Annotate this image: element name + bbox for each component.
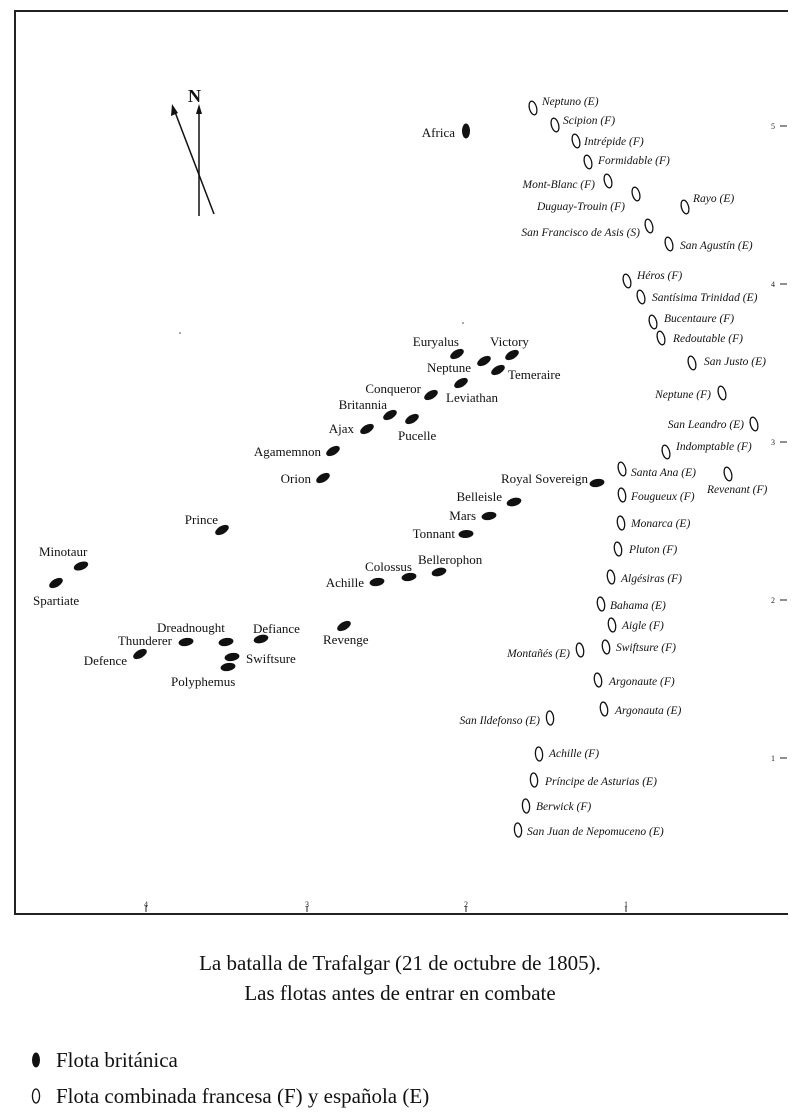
combined-ship-label-fougueux-f: Fougueux (F) [631, 491, 695, 503]
british-ship-label-thunderer: Thunderer [117, 633, 172, 648]
combined-ship-label-monarca-e: Monarca (E) [631, 518, 691, 530]
british-ship-label-belleisle: Belleisle [456, 489, 502, 504]
x-tick-label: 1 [624, 900, 628, 909]
combined-ship-marker [664, 236, 675, 251]
british-ship-label-agamemnon: Agamemnon [253, 444, 321, 459]
british-ship-label-euryalus: Euryalus [412, 334, 459, 349]
combined-ship-marker [616, 515, 626, 530]
british-ship-marker [359, 422, 376, 436]
british-ship-label-mars: Mars [449, 508, 476, 523]
british-ship-label-temeraire: Temeraire [508, 367, 561, 382]
combined-ship-marker [606, 569, 616, 584]
british-ship-label-bellerophon: Bellerophon [418, 552, 483, 567]
british-ship-label-defence: Defence [83, 653, 127, 668]
british-ship-label-minotaur: Minotaur [39, 544, 88, 559]
combined-ship-marker [680, 199, 691, 214]
british-ship-marker [431, 566, 448, 578]
legend-item-british [30, 1042, 429, 1078]
north-arrow-icon [171, 86, 214, 216]
combined-ship-label-indomptable-f: Indomptable (F) [676, 441, 752, 453]
british-ship-marker [48, 576, 65, 590]
legend-british-label: Flota británica [56, 1047, 178, 1072]
combined-ship-marker [596, 596, 606, 611]
british-ship-label-orion: Orion [280, 471, 311, 486]
combined-ship-label-formidable-f: Formidable (F) [598, 155, 670, 167]
british-ship-marker [504, 348, 521, 362]
combined-ship-marker [575, 642, 585, 657]
legend-combined-label: Flota combinada francesa (F) y española (E) [56, 1083, 430, 1108]
british-ship-label-polyphemus: Polyphemus [171, 674, 236, 689]
combined-ship-label-montanes-e: Montañés (E) [507, 648, 570, 660]
british-ship-marker [178, 637, 194, 647]
british-ship-label-colossus: Colossus [365, 559, 412, 574]
british-ship-marker [490, 363, 507, 377]
combined-ship-label-mont-blanc-f: Mont-Blanc (F) [522, 179, 595, 191]
british-ship-marker [220, 662, 236, 672]
combined-ship-marker [546, 711, 554, 726]
combined-ship-marker [550, 117, 561, 132]
combined-ship-marker [636, 289, 647, 304]
british-ship-label-africa: Africa [421, 125, 455, 140]
x-tick-label: 4 [144, 900, 148, 909]
combined-ship-marker [528, 100, 539, 115]
british-ship-label-achille: Achille [325, 575, 364, 590]
combined-ship-marker [749, 416, 760, 431]
combined-ship-label-neptuno-e: Neptuno (E) [542, 96, 599, 108]
combined-ship-label-intrepide-f: Intrépide (F) [584, 136, 644, 148]
combined-ship-label-berwick-f: Berwick (F) [536, 801, 592, 813]
combined-ship-marker [617, 461, 628, 476]
british-ship-marker [423, 388, 440, 402]
british-ship-marker [453, 376, 470, 390]
british-ship-label-defiance: Defiance [253, 621, 300, 636]
combined-ship-marker [530, 773, 538, 788]
map-caption [0, 948, 800, 1008]
british-ship-label-ajax: Ajax [328, 421, 354, 436]
combined-ship-label-heros-f: Héros (F) [637, 270, 683, 282]
combined-ship-label-san-francisco-de-asis-s: San Francisco de Asis (S) [521, 227, 640, 239]
british-ship-marker [218, 637, 234, 647]
caption-line-1: La batalla de Trafalgar (21 de octubre de 1805). [199, 951, 601, 975]
x-tick-label: 2 [464, 900, 468, 909]
combined-ship-marker [535, 747, 543, 762]
combined-ship-marker [631, 186, 642, 201]
combined-ship-marker [603, 173, 614, 188]
x-tick-label: 3 [305, 900, 309, 909]
british-ship-marker [73, 560, 90, 573]
british-ship-label-dreadnought: Dreadnought [157, 620, 225, 635]
british-ship-label-neptune: Neptune [426, 360, 471, 375]
combined-ship-marker [661, 444, 672, 459]
british-ship-marker [476, 354, 493, 368]
combined-ship-marker [656, 330, 667, 345]
british-ship-label-britannia: Britannia [338, 397, 387, 412]
combined-ship-marker [723, 466, 734, 481]
y-tick-label: 3 [771, 438, 775, 447]
y-tick-label: 1 [771, 754, 775, 763]
combined-ship-label-neptune-f: Neptune (F) [655, 389, 711, 401]
combined-ship-marker [613, 541, 623, 556]
british-ship-marker [369, 577, 385, 587]
combined-ship-label-principe-de-asturias-e: Príncipe de Asturias (E) [545, 776, 657, 788]
combined-ship-label-swiftsure-f: Swiftsure (F) [616, 642, 676, 654]
combined-ship-label-scipion-f: Scipion (F) [563, 115, 616, 127]
british-ship-icon [30, 1051, 56, 1069]
british-ship-label-conqueror: Conqueror [365, 381, 421, 396]
combined-ship-marker [622, 273, 633, 288]
british-ship-marker [132, 647, 149, 661]
legend-item-combined [30, 1078, 429, 1114]
british-ship-label-pucelle: Pucelle [398, 428, 437, 443]
north-label: N [188, 86, 201, 106]
legend [30, 1042, 429, 1114]
british-ship-label-tonnant: Tonnant [412, 526, 455, 541]
combined-ship-marker [644, 218, 655, 233]
combined-ship-marker [514, 823, 522, 838]
british-ship-marker [458, 529, 474, 538]
combined-ship-label-bahama-e: Bahama (E) [610, 600, 666, 612]
combined-ship-label-san-juan-de-nepomuceno-e: San Juan de Nepomuceno (E) [527, 826, 664, 838]
british-ship-label-revenge: Revenge [323, 632, 369, 647]
british-ship-marker [481, 511, 497, 521]
combined-ship-marker [717, 385, 728, 400]
combined-ship-label-algesiras-f: Algésiras (F) [621, 573, 683, 585]
combined-ship-label-san-leandro-e: San Leandro (E) [667, 419, 744, 431]
combined-ship-label-san-agustin-e: San Agustín (E) [680, 240, 753, 252]
british-ship-marker [224, 652, 240, 662]
british-ship-label-prince: Prince [184, 512, 218, 527]
combined-ship-label-achille-f: Achille (F) [549, 748, 600, 760]
british-ship-label-spartiate: Spartiate [33, 593, 80, 608]
combined-ship-marker [571, 133, 582, 148]
combined-ship-label-san-ildefonso-e: San Ildefonso (E) [459, 715, 540, 727]
british-ship-marker [506, 496, 523, 508]
combined-ship-marker [601, 639, 611, 654]
combined-ship-marker [583, 154, 594, 169]
british-ship-marker [589, 478, 605, 488]
combined-ship-label-san-justo-e: San Justo (E) [704, 356, 766, 368]
combined-ship-label-pluton-f: Pluton (F) [629, 544, 678, 556]
combined-ship-label-rayo-e: Rayo (E) [693, 193, 735, 205]
british-ship-label-swiftsure: Swiftsure [246, 651, 296, 666]
map-speck [179, 332, 181, 334]
combined-ship-marker [599, 701, 609, 716]
combined-ship-label-santa-ana-e: Santa Ana (E) [631, 467, 696, 479]
combined-ship-label-santisima-trinidad-e: Santísima Trinidad (E) [652, 292, 758, 304]
british-ship-marker [404, 412, 421, 426]
caption-line-2: Las flotas antes de entrar en combate [244, 981, 556, 1005]
combined-ship-marker [687, 355, 698, 370]
british-ship-label-victory: Victory [490, 334, 529, 349]
y-tick-label: 2 [771, 596, 775, 605]
combined-ship-marker [593, 672, 603, 687]
combined-ship-label-revenant-f: Revenant (F) [707, 484, 768, 496]
combined-ship-marker [607, 617, 617, 632]
british-ship-marker [315, 471, 332, 485]
british-ship-label-leviathan: Leviathan [446, 390, 498, 405]
y-tick-label: 4 [771, 280, 775, 289]
combined-ship-icon [30, 1087, 56, 1105]
british-ship-label-royal-sovereign: Royal Sovereign [500, 471, 588, 486]
map-speck [462, 322, 464, 324]
combined-ship-marker [522, 799, 530, 814]
combined-ship-label-duguay-trouin-f: Duguay-Trouin (F) [536, 201, 625, 213]
combined-ship-marker [648, 314, 659, 329]
y-tick-label: 5 [771, 122, 775, 131]
combined-ship-label-bucentaure-f: Bucentaure (F) [664, 313, 735, 325]
combined-ship-label-argonauta-e: Argonauta (E) [615, 705, 682, 717]
combined-ship-label-redoutable-f: Redoutable (F) [673, 333, 743, 345]
combined-ship-label-argonaute-f: Argonaute (F) [609, 676, 675, 688]
british-ship-marker [325, 444, 342, 458]
combined-ship-label-aigle-f: Aigle (F) [622, 620, 664, 632]
combined-ship-marker [617, 487, 627, 502]
british-ship-marker [462, 124, 470, 139]
